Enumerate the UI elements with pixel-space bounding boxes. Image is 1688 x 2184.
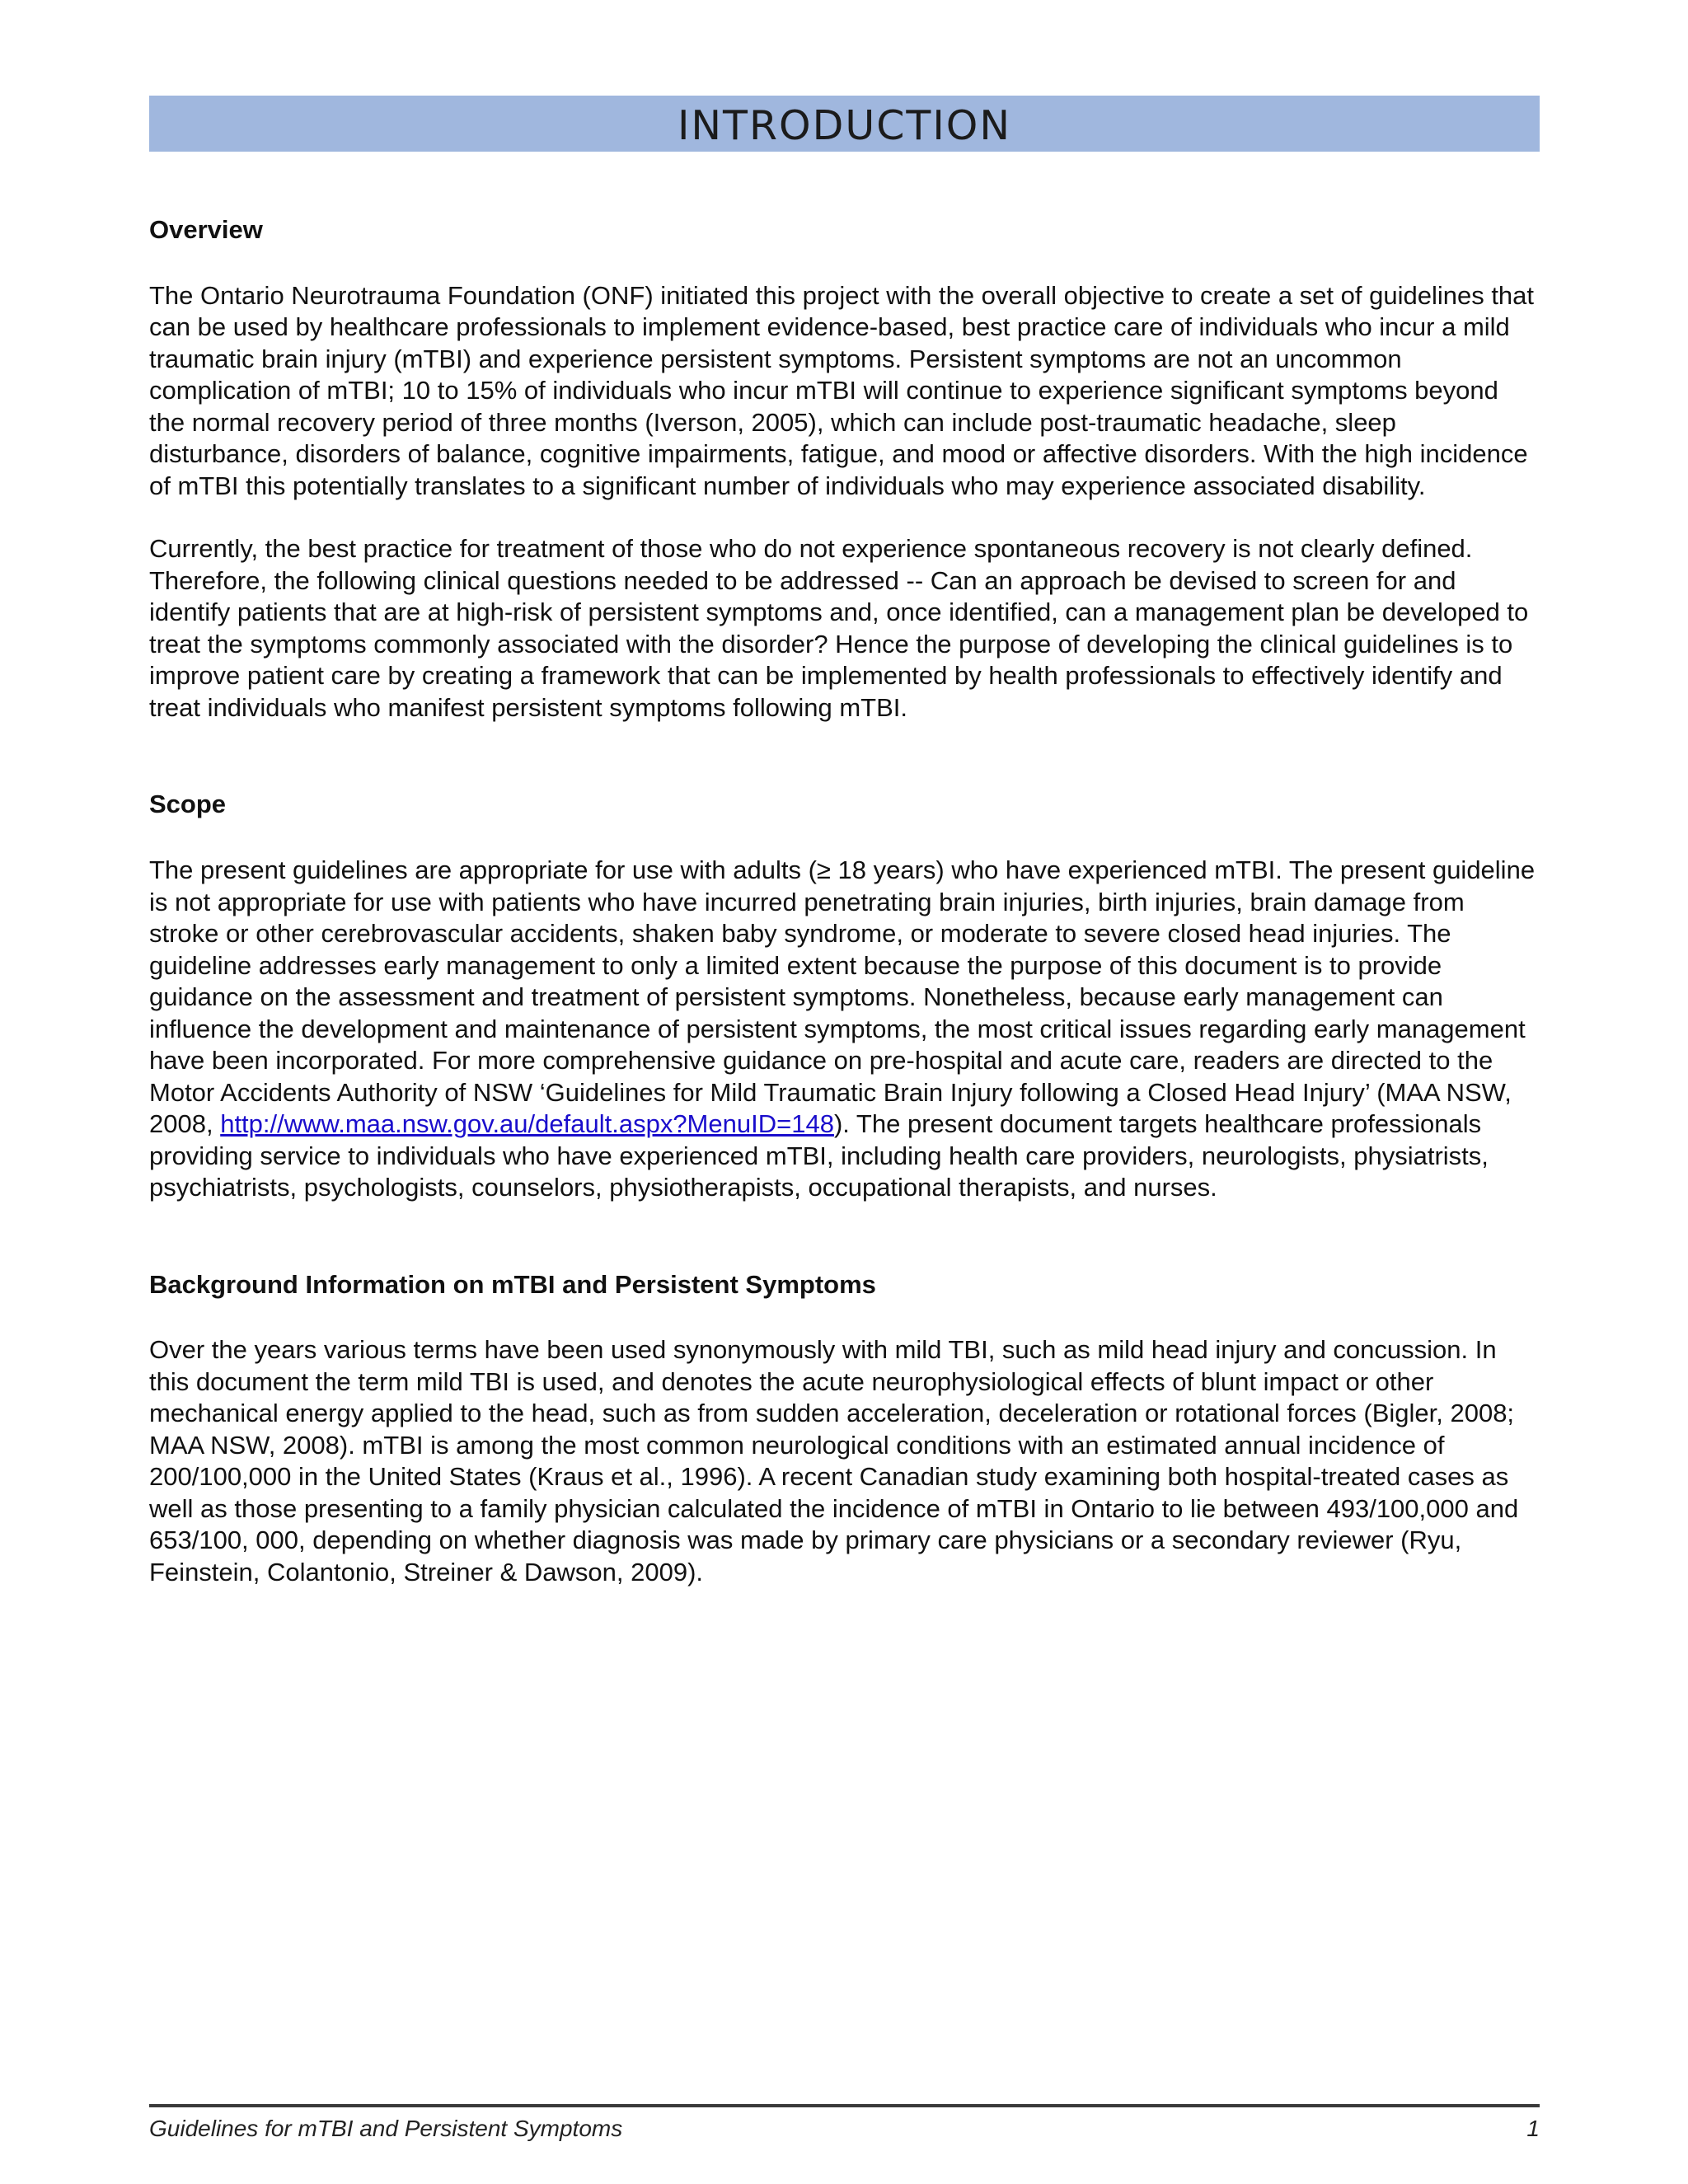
overview-paragraph-2: Currently, the best practice for treatment of those who do not experience spontaneous recovery is not clearly defined. Therefore, the following clinical questions needed to be addressed -- Can an approach be devised to screen for and identify patients that are at high-risk of persistent symptoms and, once identified, can a management plan be developed to treat the symptoms commonly associated with the disorder? Hence the purpose of developing the clinical guidelines is to improve patient care by creating a framework that can be implemented by health professionals to effectively identify and treat individuals who manifest persistent symptoms following mTBI. — [149, 534, 1529, 722]
overview-heading: Overview — [149, 215, 263, 244]
title-banner — [149, 96, 1540, 152]
overview-paragraph-1: The Ontario Neurotrauma Foundation (ONF) initiated this project with the overall objective to create a set of guidelines that can be used by healthcare professionals to implement evidence-based, best practice care of individuals who incur a mild traumatic brain injury (mTBI) and experience persistent symptoms. Persistent symptoms are not an uncommon complication of mTBI; 10 to 15% of individuals who incur mTBI will continue to experience significant symptoms beyond the normal recovery period of three months (Iverson, 2005), which can include post-traumatic headache, sleep disturbance, disorders of balance, cognitive impairments, fatigue, and mood or affective disorders. With the high incidence of mTBI this potentially translates to a significant number of individuals who may experience associated disability. — [149, 280, 1535, 500]
maa-nsw-guidelines-link[interactable]: http://www.maa.nsw.gov.au/default.aspx?MenuID=148 — [220, 1109, 834, 1138]
background-heading: Background Information on mTBI and Persistent Symptoms — [149, 1269, 876, 1299]
scope-text-before-link: The present guidelines are appropriate for use with adults (≥ 18 years) who have experienced mTBI. The present guideline is not appropriate for use with patients who have incurred penetrating brain injuries, birth injuries, brain damage from stroke or other cerebrovascular accidents, shaken baby syndrome, or moderate to severe closed head injuries. The guideline addresses early management to only a limited extent because the purpose of this document is to provide guidance on the assessment and treatment of persistent symptoms. Nonetheless, because early management can influence the development and maintenance of persistent symptoms, the most critical issues regarding early management have been incorporated. For more comprehensive guidance on pre-hospital and acute care, readers are directed to the Motor Accidents Authority of NSW ‘Guidelines for Mild Traumatic Brain Injury following a Closed Head Injury’ (MAA NSW, 2008, — [149, 855, 1536, 1138]
scope-text-after-link: ). The present document targets healthcare professionals providing service to individuals who have experienced mTBI, including health care providers, neurologists, physiatrists, psychiatrists, psychologists, counselors, physiotherapists, occupational therapists, and nurses. — [149, 1109, 1489, 1202]
page-title: INTRODUCTION — [677, 101, 1012, 149]
background-paragraph-1: Over the years various terms have been used synonymously with mild TBI, such as mild head injury and concussion. In this document the term mild TBI is used, and denotes the acute neurophysiological effects of blunt impact or other mechanical energy applied to the head, such as from sudden acceleration, deceleration or rotational forces (Bigler, 2008; MAA NSW, 2008). mTBI is among the most common neurological conditions with an estimated annual incidence of 200/100,000 in the United States (Kraus et al., 1996). A recent Canadian study examining both hospital-treated cases as well as those presenting to a family physician calculated the incidence of mTBI in Ontario to lie between 493/100,000 and 653/100, 000, depending on whether diagnosis was made by primary care physicians or a secondary reviewer (Ryu, Feinstein, Colantonio, Streiner & Dawson, 2009). — [149, 1335, 1519, 1586]
footer-document-title: Guidelines for mTBI and Persistent Symptoms — [149, 2116, 623, 2141]
scope-heading: Scope — [149, 790, 227, 819]
page-content — [149, 96, 1540, 1588]
scope-paragraph — [149, 855, 1540, 1204]
footer-page-number: 1 — [1526, 2116, 1540, 2141]
page-footer — [149, 2104, 1540, 2142]
